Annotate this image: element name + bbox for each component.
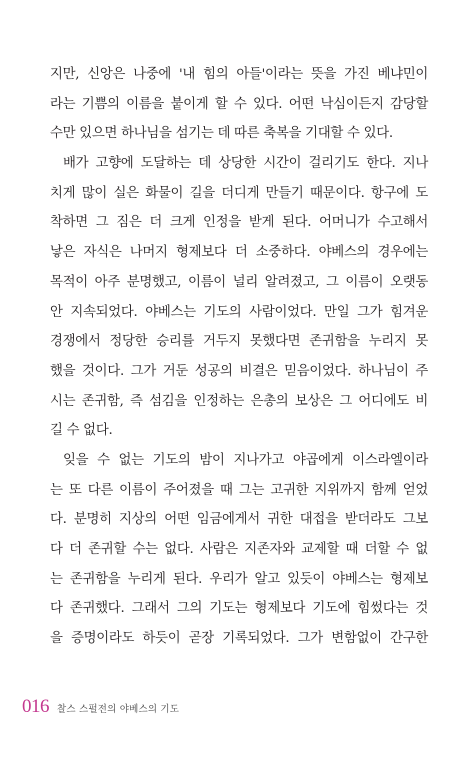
- text-line: 는 또 다른 이름이 주어졌을 때 그는 고귀한 지위까지 함께 얻었: [50, 482, 428, 498]
- text-line: 목적이 아주 분명했고, 이름이 널리 알려졌고, 그 이름이 오랫동: [50, 274, 428, 290]
- running-title: 찰스 스펄전의 야베스의 기도: [57, 704, 180, 715]
- text-line: 는 존귀함을 누리게 된다. 우리가 알고 있듯이 야베스는 형제보: [50, 571, 428, 587]
- text-line: 을 증명이라도 하듯이 곧장 기록되었다. 그가 변함없이 간구한: [50, 631, 428, 647]
- text-line: 낳은 자식은 나머지 형제보다 더 소중하다. 야베스의 경우에는: [50, 245, 428, 261]
- text-line: 했을 것이다. 그가 거둔 성공의 비결은 믿음이었다. 하나님이 주: [50, 363, 428, 379]
- text-line: 배가 고향에 도달하는 데 상당한 시간이 걸리기도 한다. 지나: [63, 156, 428, 172]
- body-text: [50, 60, 428, 654]
- page-number: 016: [22, 696, 49, 717]
- text-line: 다 존귀했다. 그래서 그의 기도는 형제보다 기도에 힘썼다는 것: [50, 601, 428, 617]
- text-line: 다. 분명히 지상의 어떤 임금에게서 귀한 대접을 받더라도 그보: [50, 512, 428, 528]
- text-line: 잊을 수 없는 기도의 밤이 지나가고 야곱에게 이스라엘이라: [63, 452, 428, 468]
- text-line: 안 지속되었다. 야베스는 기도의 사람이었다. 만일 그가 힘겨운: [50, 304, 428, 320]
- text-line: 치게 많이 실은 화물이 길을 더디게 만들기 때문이다. 항구에 도: [50, 185, 428, 201]
- text-line: 라는 기쁨의 이름을 붙이게 할 수 있다. 어떤 낙심이든지 감당할: [50, 96, 428, 112]
- text-line: 시는 존귀함, 즉 섬김을 인정하는 은총의 보상은 그 어디에도 비: [50, 393, 428, 409]
- text-line: 수만 있으면 하나님을 섬기는 데 따른 축복을 기대할 수 있다.: [50, 126, 393, 142]
- text-line: 길 수 없다.: [50, 423, 113, 439]
- text-line: 경쟁에서 정당한 승리를 거두지 못했다면 존귀함을 누리지 못: [50, 334, 428, 350]
- text-line: 다 더 존귀할 수는 없다. 사람은 지존자와 교제할 때 더할 수 없: [50, 542, 428, 557]
- page-footer: [22, 696, 179, 718]
- text-line: 착하면 그 짐은 더 크게 인정을 받게 된다. 어머니가 수고해서: [50, 215, 428, 231]
- text-line: 지만, 신앙은 나중에 '내 힘의 아들'이라는 뜻을 가진 베냐민이: [50, 67, 428, 82]
